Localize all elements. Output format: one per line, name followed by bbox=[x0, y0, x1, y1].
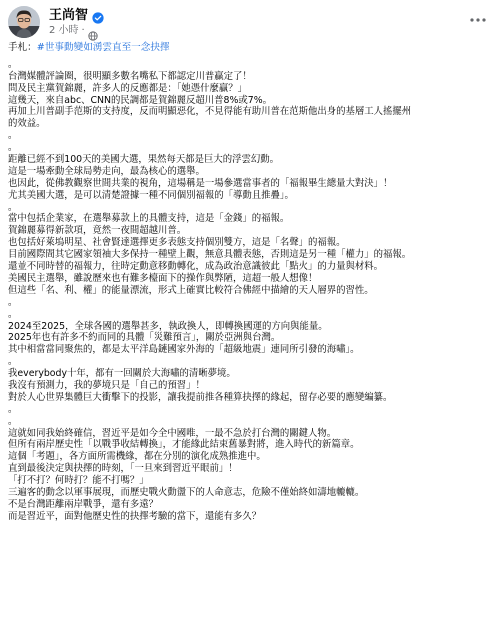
post-text-line: 也包括好萊塢明星、社會賢達選擇更多表態支持個別雙方，這是「名聲」的福報。 bbox=[8, 237, 346, 249]
post-text-line: 其中相當當同聚焦的，都是太平洋島鏈國家外海的「超級地震」連同所引發的海嘯」。 bbox=[8, 344, 360, 356]
post-timestamp[interactable]: 2 小時 bbox=[49, 24, 79, 36]
post-text-line: 這幾天，來自abc、CNN的民調都是賀錦麗反超川普8%或7%。 bbox=[8, 94, 273, 106]
meta-separator: · bbox=[81, 24, 85, 36]
post-text-line: 對於人心世界集體巨大衝擊下的投影，讓我提前推各種算抉擇的緣起，留存必要的應變編纂。 bbox=[8, 391, 393, 403]
post-meta bbox=[49, 8, 104, 37]
post-title bbox=[8, 42, 496, 54]
author-avatar[interactable] bbox=[8, 6, 40, 38]
post-text-line: 當中包括企業家，在選舉募款上的具體支持，這是「金錢」的福報。 bbox=[8, 213, 290, 225]
post-text-line: 但所有兩岸歷史性「以戰爭收結轉換」，才能緣此結束舊暴對將，進入時代的新篇章。 bbox=[8, 439, 360, 451]
post-text-line: 還並不同時替的福報力，往時定動意移動轉化，成為政治意識彼此「點火」的力量與材料。 bbox=[8, 261, 384, 273]
post-text-line: 我everybody十年，都有一回關於大海嘯的清晰夢境。 bbox=[8, 368, 236, 380]
post-text-line: 直到最後決定與抉擇的時刻，「一旦來到習近平眼前」！ bbox=[8, 463, 238, 475]
post-text-line: 。 bbox=[8, 201, 18, 213]
post-text-line: 。 bbox=[8, 403, 18, 415]
post-text-line: 台灣媒體評論圈，很明顯多數名嘴私下都認定川普贏定了！ bbox=[8, 70, 252, 82]
post-text-line: 。 bbox=[8, 58, 18, 70]
author-row bbox=[49, 8, 104, 23]
post-text-line: 。 bbox=[8, 308, 18, 320]
post-text-line: 。 bbox=[8, 415, 18, 427]
post-text-line: 。 bbox=[8, 142, 18, 154]
post-text-lines bbox=[8, 59, 496, 523]
author-name[interactable]: 王尚智 bbox=[49, 7, 89, 23]
post-text-line: 也因此，從佛教觀察世間共業的視角，這場稱是一場參選當事者的「福報畢生總量大對決」！ bbox=[8, 177, 393, 189]
post-header bbox=[8, 6, 495, 38]
post-text-line: 而是習近平，面對他歷史性的抉擇考驗的當下，還能有多久？ bbox=[8, 510, 262, 522]
post-text-line: 。 bbox=[8, 296, 18, 308]
verified-badge-icon bbox=[92, 9, 104, 21]
post-text-line: 我沒有預測力，我的夢境只是「自己的預習」！ bbox=[8, 379, 205, 391]
post-text-line: 2025年也有許多不約而同的具體「災難預言」，關於亞洲與台灣。 bbox=[8, 332, 281, 344]
post-text-line: 的效益。 bbox=[8, 118, 46, 130]
post-body bbox=[8, 42, 496, 523]
post-text-line: 這就如同我始終確信，習近平是如今全中國唯，一最不急於打台灣的關鍵人物。 bbox=[8, 427, 337, 439]
post-text-line: 問及民主黨賀錦麗，許多人的反應都是：「她憑什麼贏？」 bbox=[8, 82, 248, 94]
post-text-line: 目前國際間其它國家領袖大多保持一種壁上觀，無意具體表態，否則這是另一種「權力」的福報。 bbox=[8, 249, 412, 261]
post-sub-meta bbox=[49, 25, 104, 37]
post-text-line: 賀錦麗募得新款項，竟然一夜間超越川普。 bbox=[8, 225, 187, 237]
post-text-line: 。 bbox=[8, 356, 18, 368]
profile-photo-icon bbox=[8, 6, 40, 38]
post-text-line: 距離已經不到100天的美國大選，果然每天都是巨大的浮雲幻動。 bbox=[8, 154, 280, 166]
post-text-line: 「打不打？何時打？能不打嗎？」 bbox=[8, 475, 149, 487]
title-prefix: 手札： bbox=[8, 42, 37, 53]
globe-icon[interactable] bbox=[88, 26, 98, 36]
post-text-line: 。 bbox=[8, 130, 18, 142]
post-text-line: 美國民主選舉，雖說歷來也有難多檯面下的操作與弊陋，這超一般人想像！ bbox=[8, 272, 318, 284]
post-text-line: 2024至2025，全球各國的選舉甚多，執政換人，即轉換國運的方向與能量。 bbox=[8, 320, 328, 332]
post-text-line: 但這些「名、利、權」的能量漂流，形式上確實比較符合佛經中描繪的天人層界的習性。 bbox=[8, 284, 374, 296]
more-options-icon[interactable] bbox=[465, 10, 491, 30]
post-text-line: 三遍客的動念以軍事展現，而歷史戰火動盪下的人命意志，危險不僅始終如濤地轆轆。 bbox=[8, 486, 365, 498]
hashtag-link[interactable]: #世事動變如湧雲直至一念抉擇 bbox=[36, 42, 170, 53]
post-text-line: 不是台灣距離兩岸戰爭，還有多遠？ bbox=[8, 498, 159, 510]
post-text-line: 這個「考題」，各方面所需機緣，都在分別的演化成熟推進中。 bbox=[8, 451, 266, 463]
post-text-line: 尤其美國大選，是可以清楚證據一種不同個別福報的「導動且推疊」。 bbox=[8, 189, 294, 201]
post-text-line: 這是一場牽動全球局勢走向，最為核心的選舉。 bbox=[8, 165, 205, 177]
post-text-line: 再加上川普副手范斯的支持度，反而明顯惡化，不見得能有助川普在范斯他出身的基層工人搖擺州 bbox=[8, 106, 412, 118]
